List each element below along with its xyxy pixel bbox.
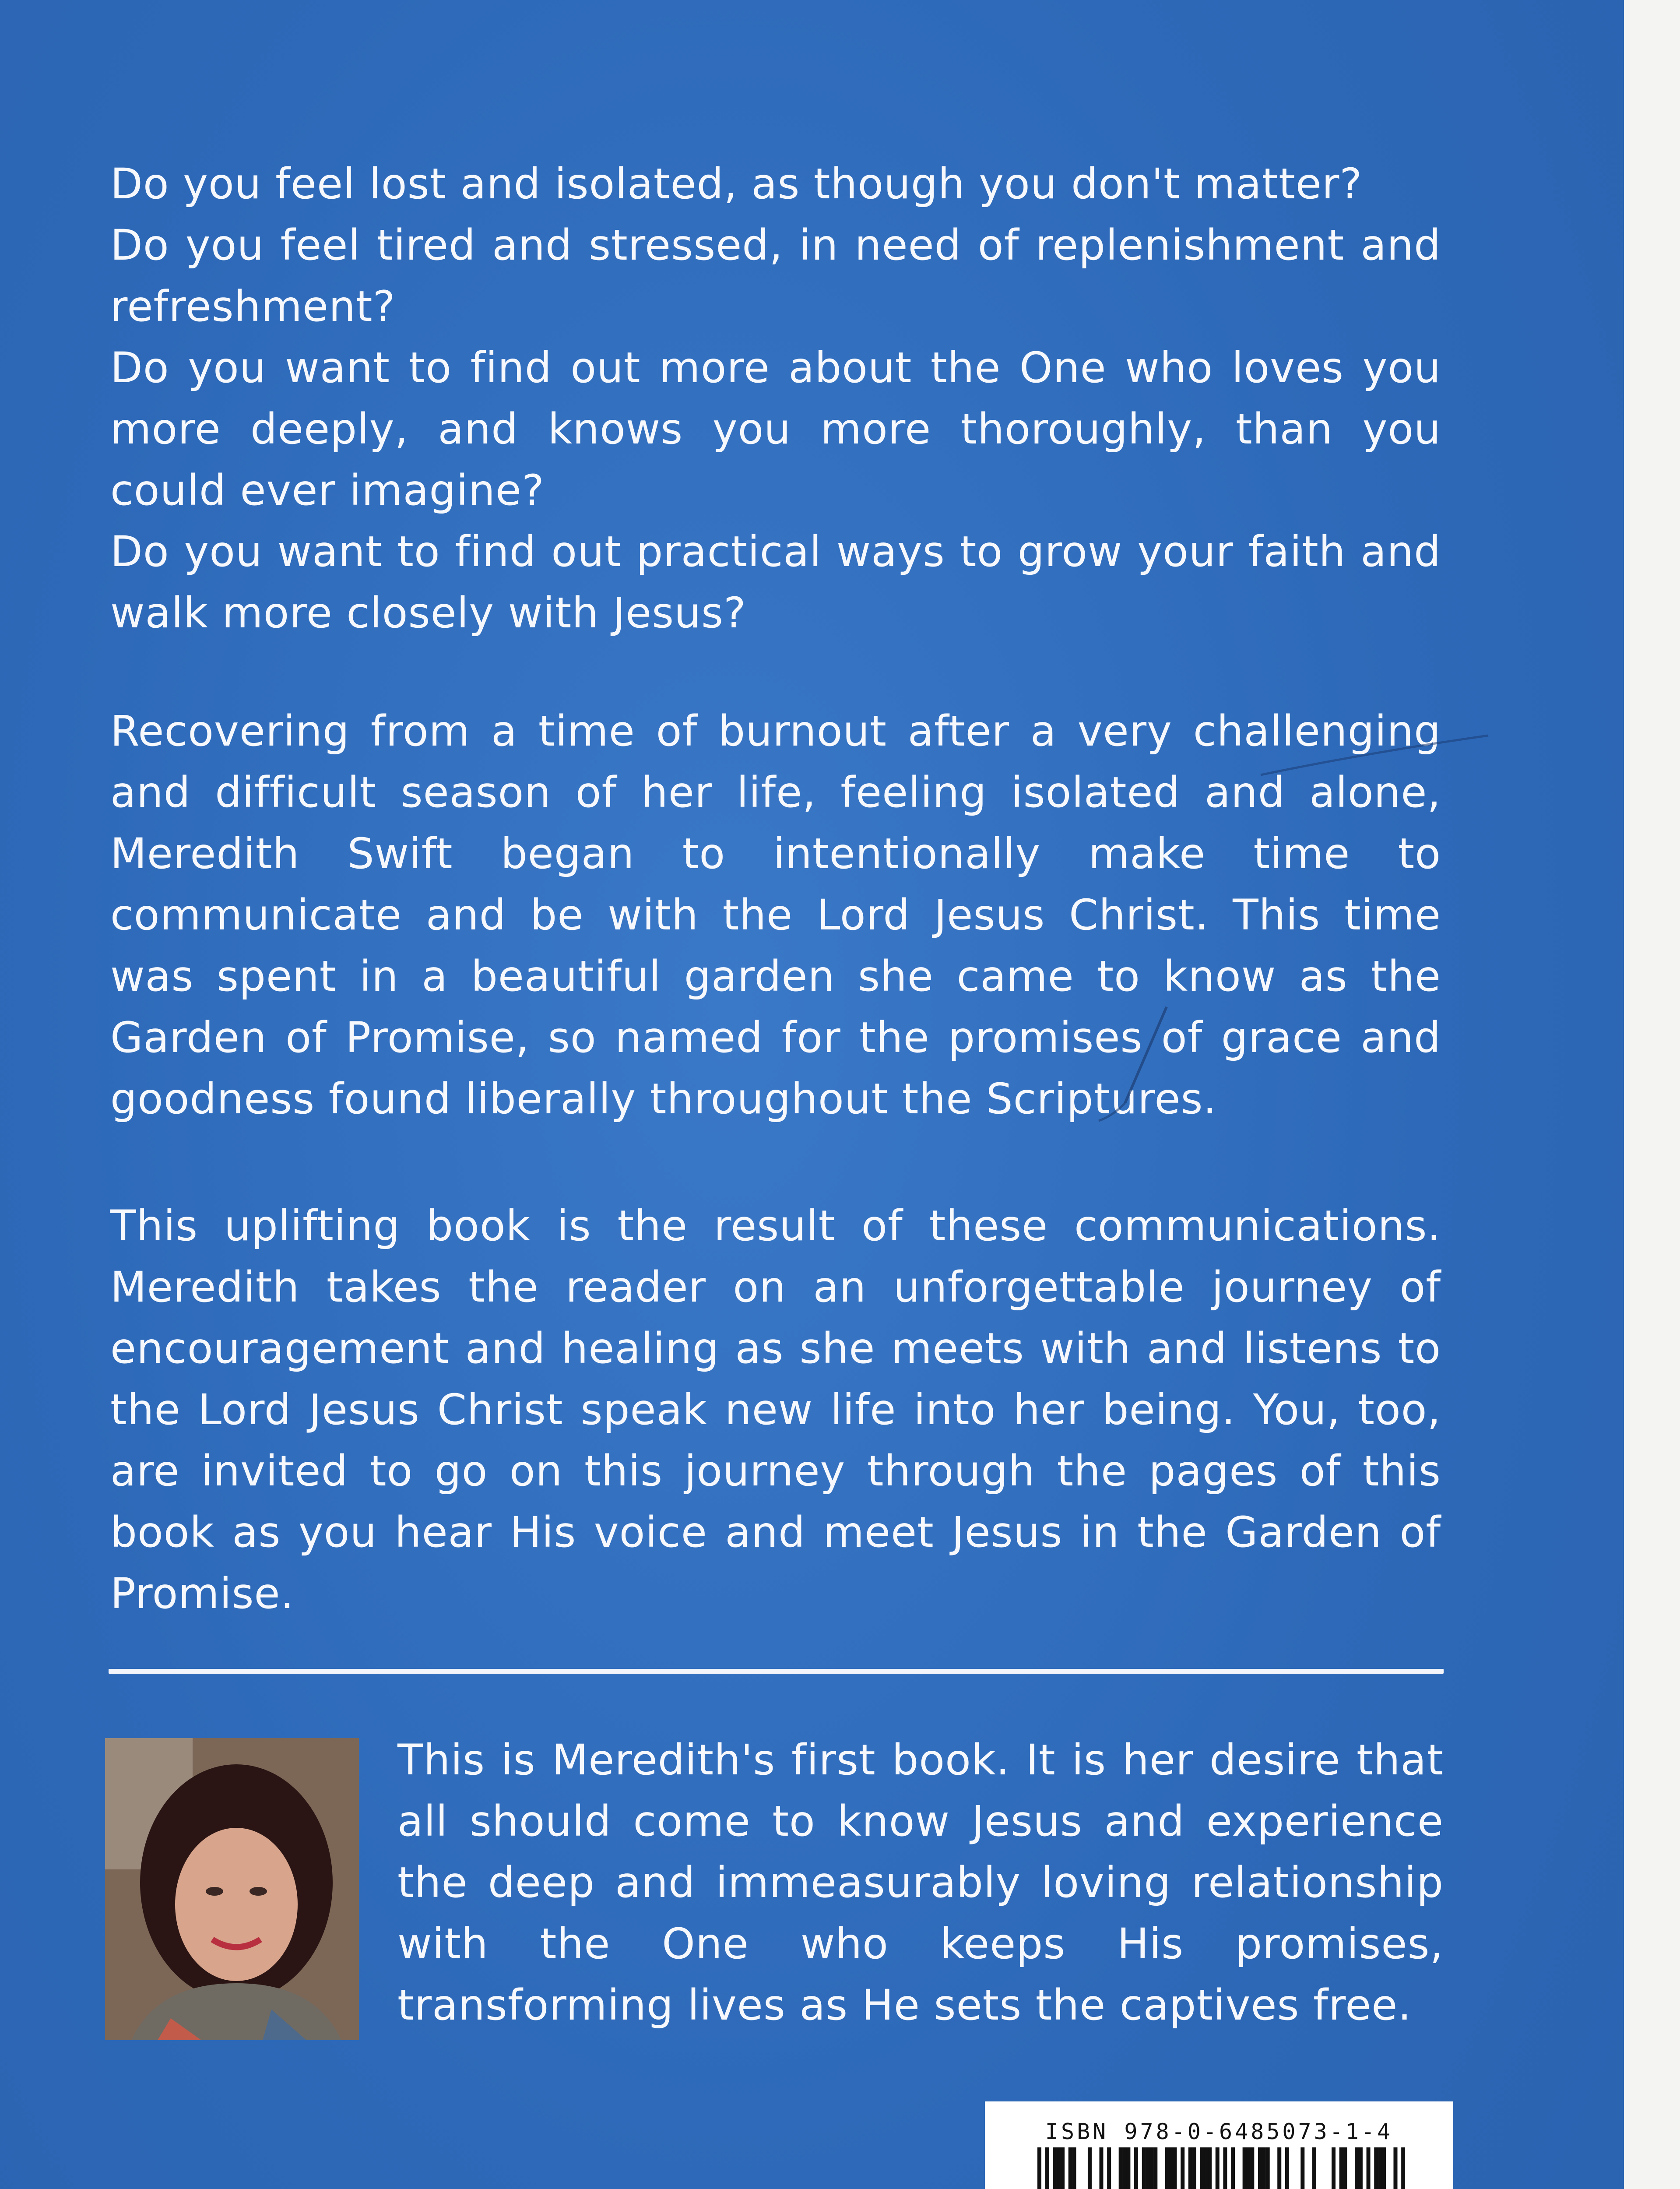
barcode-bar xyxy=(1250,2147,1254,2189)
barcode-bar xyxy=(1045,2147,1049,2189)
barcode-bar xyxy=(1053,2147,1057,2189)
barcode-bar xyxy=(1339,2147,1343,2189)
barcode-bar xyxy=(1192,2147,1196,2189)
barcode-bars xyxy=(1037,2147,1405,2189)
barcode-bar xyxy=(1169,2147,1173,2189)
barcode-bar xyxy=(1223,2147,1227,2189)
barcode-bar xyxy=(1262,2147,1266,2189)
barcode-bar xyxy=(1231,2147,1235,2189)
barcode-bar xyxy=(1134,2147,1138,2189)
barcode-bar xyxy=(1204,2147,1208,2189)
description-paragraph-2 xyxy=(110,1195,1441,1624)
barcode-bar xyxy=(1300,2147,1304,2189)
barcode-bar xyxy=(1312,2147,1316,2189)
barcode-bar xyxy=(1332,2147,1336,2189)
barcode-bar xyxy=(1072,2147,1076,2189)
question-line: Do you want to find out practical ways to grow your faith and walk more closely with Jesus? xyxy=(110,527,1441,637)
paragraph-text: This uplifting book is the result of these communications. Meredith takes the reader on an unforgettable journey of encouragement and healing as she meets with and listens to the Lord Jesus Christ speak new life into her being. You, too, are invited to go on this journey through the pages of this book as you hear His voice and meet Jesus in the Garden of Promise. xyxy=(110,1201,1441,1618)
barcode-bar xyxy=(1285,2147,1289,2189)
barcode-bar xyxy=(1188,2147,1192,2189)
question-block xyxy=(110,153,1441,644)
barcode-bar xyxy=(1393,2147,1397,2189)
author-bio-text: This is Meredith's first book. It is her desire that all should come to know Jesus and experience the deep and immeasurably loving relationship with the One who keeps His promises, transforming lives as He sets the captives free. xyxy=(397,1735,1444,2030)
barcode-bar xyxy=(1126,2147,1130,2189)
barcode-bar xyxy=(1382,2147,1386,2189)
barcode-bar xyxy=(1374,2147,1378,2189)
barcode-bar xyxy=(1123,2147,1127,2189)
author-photo xyxy=(105,1738,359,2040)
isbn-label: ISBN 978-0-6485073-1-4 xyxy=(1045,2119,1393,2144)
barcode-bar xyxy=(1266,2147,1270,2189)
barcode-bar xyxy=(1099,2147,1103,2189)
barcode-bar xyxy=(1367,2147,1371,2189)
barcode-bar xyxy=(1153,2147,1157,2189)
description-paragraph-1 xyxy=(110,700,1441,1130)
barcode-bar xyxy=(1216,2147,1220,2189)
barcode-bar xyxy=(1246,2147,1250,2189)
barcode-bar xyxy=(1181,2147,1184,2189)
barcode-bar xyxy=(1355,2147,1359,2189)
barcode-bar xyxy=(1149,2147,1153,2189)
barcode-bar xyxy=(1165,2147,1169,2189)
barcode-bar xyxy=(1068,2147,1072,2189)
barcode-bar xyxy=(1401,2147,1405,2189)
barcode-bar xyxy=(1088,2147,1092,2189)
page-edge xyxy=(1624,0,1680,2189)
barcode-bar xyxy=(1057,2147,1061,2189)
barcode-bar xyxy=(1200,2147,1204,2189)
barcode-bar xyxy=(1107,2147,1111,2189)
barcode-bar xyxy=(1359,2147,1363,2189)
isbn-barcode xyxy=(985,2101,1453,2189)
barcode-bar xyxy=(1146,2147,1150,2189)
barcode-bar xyxy=(1119,2147,1123,2189)
author-bio xyxy=(397,1729,1444,2036)
section-divider xyxy=(109,1669,1444,1674)
question-line: Do you feel lost and isolated, as though you don't matter? xyxy=(110,159,1363,208)
barcode-bar xyxy=(1061,2147,1065,2189)
question-line: Do you feel tired and stressed, in need of replenishment and refreshment? xyxy=(110,221,1441,331)
barcode-bar xyxy=(1277,2147,1281,2189)
paragraph-text: Recovering from a time of burnout after a very challenging and difficult season of her life, feeling isolated and alone, Meredith Swift began to intentionally make time to communicate and be with the Lord Jesus Christ. This time was spent in a beautiful garden she came to know as the Garden of Promise, so named for the promises of grace and goodness found liberally throughout the Scriptures. xyxy=(110,707,1441,1123)
barcode-bar xyxy=(1208,2147,1212,2189)
question-line: Do you want to find out more about the One who loves you more deeply, and knows you more thoroughly, than you could ever imagine? xyxy=(110,343,1441,515)
barcode-bar xyxy=(1243,2147,1247,2189)
barcode-bar xyxy=(1142,2147,1146,2189)
barcode-bar xyxy=(1378,2147,1382,2189)
barcode-bar xyxy=(1258,2147,1262,2189)
barcode-bar xyxy=(1343,2147,1347,2189)
barcode-bar xyxy=(1173,2147,1177,2189)
barcode-bar xyxy=(1037,2147,1041,2189)
